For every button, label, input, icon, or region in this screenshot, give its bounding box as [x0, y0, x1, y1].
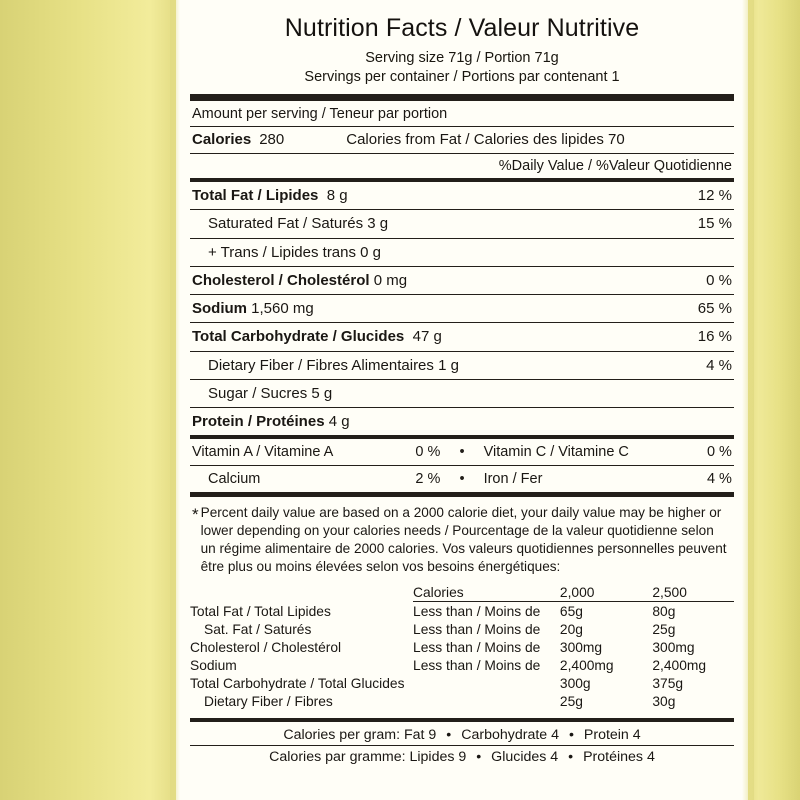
dv-row-name: Sat. Fat / Saturés: [204, 621, 312, 637]
nutrient-row-protein: [190, 408, 734, 435]
nutrient-label: Saturated Fat / Saturés: [208, 215, 364, 233]
nutrient-name-total-carbohydrate: [192, 328, 442, 345]
cpg-prefix-fr: Calories par gramme:: [269, 749, 406, 765]
nutrient-label: Cholesterol / Cholestérol: [192, 271, 370, 289]
nutrient-label: Total Fat / Lipides: [192, 187, 319, 204]
dv-row-2500: 2,400mg: [652, 657, 707, 673]
nutrient-label: Dietary Fiber / Fibres Alimentaires: [208, 356, 434, 374]
nutrient-amount: 0 g: [360, 243, 382, 261]
vitamin-c-label: Vitamin C / Vitamine C: [483, 444, 629, 461]
nutrient-amount: 8 g: [326, 187, 348, 204]
dv-row-name: Cholesterol / Cholestérol: [190, 639, 342, 655]
dv-row-name: Total Fat / Total Lipides: [190, 603, 331, 619]
nutrient-name-saturated-fat: [192, 215, 388, 232]
table-header-row: [190, 583, 734, 602]
nutrient-row-total-fat: [190, 182, 734, 209]
bullet-separator-icon: •: [459, 471, 465, 488]
cpg-fat-en: Fat 9: [403, 727, 437, 743]
bullet-separator-icon: •: [459, 444, 465, 461]
vitamin-c-cell: [484, 444, 732, 460]
calcium-label: Calcium: [208, 471, 261, 488]
footnote-block: [190, 497, 734, 581]
bullet-icon: •: [568, 727, 574, 743]
vitamin-row-calcium-iron: [190, 466, 734, 492]
serving-size: Serving size 71g / Portion 71g: [365, 50, 559, 66]
nutrient-name-protein: [192, 413, 350, 430]
dv-row-2000: 25g: [559, 693, 583, 709]
vitamin-a-value: 0 %: [415, 444, 441, 461]
dv-row-2000: 65g: [559, 603, 583, 619]
nutrient-name-cholesterol: [192, 272, 407, 289]
dv-row-name: Dietary Fiber / Fibres: [204, 693, 333, 709]
cpg-carb-fr: Glucides 4: [491, 749, 559, 765]
nutrient-amount: 4 g: [328, 413, 350, 430]
dv-row-name: Sodium: [190, 657, 237, 673]
table-row: [190, 692, 734, 710]
nutrient-label: Sugar / Sucres: [208, 384, 308, 402]
panel-title: Nutrition Facts / Valeur Nutritive: [284, 14, 640, 42]
panel-right-shadow: [742, 0, 754, 800]
calories-value: 280: [259, 131, 285, 148]
iron-value: 4 %: [706, 471, 732, 488]
nutrient-amount: 47 g: [412, 328, 442, 346]
vitamin-c-value: 0 %: [706, 444, 732, 461]
dv-row-qualifier: Less than / Moins de: [413, 621, 541, 637]
dv-row-2500: 25g: [652, 621, 676, 637]
cpg-carb-en: Carbohydrate 4: [461, 727, 559, 743]
package-left-edge: [0, 0, 176, 800]
table-row: [190, 620, 734, 638]
dv-row-2000: 300mg: [559, 639, 603, 655]
servings-per-container: Servings per container / Portions par contenant 1: [304, 69, 620, 85]
nutrient-amount: 0 mg: [373, 271, 408, 289]
dv-row-qualifier: Less than / Moins de: [413, 639, 541, 655]
dv-row-name: Total Carbohydrate / Total Glucides: [190, 675, 405, 691]
bullet-icon: •: [568, 749, 574, 765]
nutrient-row-cholesterol: [190, 267, 734, 294]
footnote-text: Percent daily value are based on a 2000 calorie diet, your daily value may be higher or lower depending on your calories needs / Pourcentage de la valeur quotidienne selon un régime alimentaire de 2000 calories. Vos valeurs quotidiennes personnelles peuvent être plus ou moins élevées selon vos besoins énergétiques:: [200, 505, 727, 575]
nutrient-row-trans-fat: [190, 239, 734, 266]
iron-cell: [484, 471, 732, 487]
nutrient-amount: 5 g: [311, 384, 333, 402]
dv-header-2500: 2,500: [652, 583, 734, 602]
vitamin-a-label: Vitamin A / Vitamine A: [192, 444, 334, 461]
dv-row-2500: 80g: [652, 603, 676, 619]
nutrient-name-dietary-fiber: [192, 357, 459, 374]
dv-row-qualifier: [413, 674, 560, 692]
nutrient-row-sugar: [190, 380, 734, 407]
nutrient-dv-dietary-fiber: 4 %: [706, 356, 732, 374]
calories-per-gram-fr: [190, 746, 734, 769]
table-row: [190, 638, 734, 656]
nutrient-row-saturated-fat: [190, 210, 734, 237]
asterisk-icon: *: [192, 505, 199, 525]
table-row: [190, 656, 734, 674]
dv-header-blank: [190, 583, 413, 602]
vitamin-a-cell: [192, 444, 440, 460]
calories-row: [190, 127, 734, 153]
dv-row-qualifier: Less than / Moins de: [413, 603, 541, 619]
dv-row-2000: 20g: [559, 621, 583, 637]
vitamin-row-a-c: [190, 439, 734, 465]
dv-row-2500: 30g: [652, 693, 676, 709]
panel-left-shadow: [170, 0, 180, 800]
nutrient-dv-total-fat: 12 %: [697, 187, 732, 204]
nutrient-amount: 3 g: [367, 215, 389, 233]
nutrient-label: Total Carbohydrate / Glucides: [192, 328, 405, 346]
dv-row-2000: 300g: [559, 675, 591, 691]
nutrient-row-sodium: [190, 295, 734, 322]
nutrient-name-sodium: [192, 300, 314, 317]
table-row: [190, 602, 734, 621]
iron-label: Iron / Fer: [483, 471, 543, 488]
nutrient-row-dietary-fiber: [190, 352, 734, 379]
dv-row-qualifier: Less than / Moins de: [413, 657, 541, 673]
daily-value-reference-table: [190, 583, 734, 710]
cpg-protein-en: Protein 4: [583, 727, 641, 743]
nutrient-dv-sodium: 65 %: [697, 300, 732, 317]
dv-header-calories: Calories: [413, 583, 560, 602]
calcium-cell: [192, 471, 440, 487]
calories-label: Calories: [192, 131, 252, 148]
nutrient-amount: 1 g: [438, 356, 459, 374]
dv-row-qualifier: [413, 692, 560, 710]
nutrient-row-total-carbohydrate: [190, 323, 734, 350]
nutrition-facts-panel: [176, 0, 748, 800]
amount-per-serving: Amount per serving / Teneur par portion: [192, 106, 448, 122]
nutrient-label: Sodium: [192, 300, 247, 317]
bullet-icon: •: [476, 749, 482, 765]
calories-from-fat: Calories from Fat / Calories des lipides 70: [346, 131, 625, 148]
nutrient-name-trans-fat: [192, 244, 381, 261]
dv-row-2000: 2,400mg: [559, 657, 614, 673]
dv-row-2500: 300mg: [652, 639, 695, 655]
nutrient-dv-total-carbohydrate: 16 %: [697, 328, 732, 346]
cpg-fat-fr: Lipides 9: [409, 749, 467, 765]
nutrient-dv-saturated-fat: 15 %: [697, 215, 732, 233]
table-row: [190, 674, 734, 692]
nutrient-name-total-fat: [192, 187, 348, 204]
cpg-prefix-en: Calories per gram:: [283, 727, 401, 743]
bullet-icon: •: [446, 727, 452, 743]
package-right-edge: [748, 0, 800, 800]
nutrient-dv-cholesterol: 0 %: [706, 271, 732, 289]
nutrient-amount: 1,560 mg: [251, 300, 314, 317]
dv-row-2500: 375g: [652, 675, 684, 691]
daily-value-header: %Daily Value / %Valeur Quotidienne: [498, 158, 732, 174]
cpg-protein-fr: Protéines 4: [583, 749, 655, 765]
nutrient-label: + Trans / Lipides trans: [208, 243, 356, 261]
dv-header-2000: 2,000: [560, 583, 652, 602]
nutrient-name-sugar: [192, 385, 332, 402]
nutrient-label: Protein / Protéines: [192, 413, 325, 430]
calcium-value: 2 %: [415, 471, 441, 488]
calories-per-gram-en: [190, 722, 734, 745]
divider-thick-top: [190, 94, 734, 101]
